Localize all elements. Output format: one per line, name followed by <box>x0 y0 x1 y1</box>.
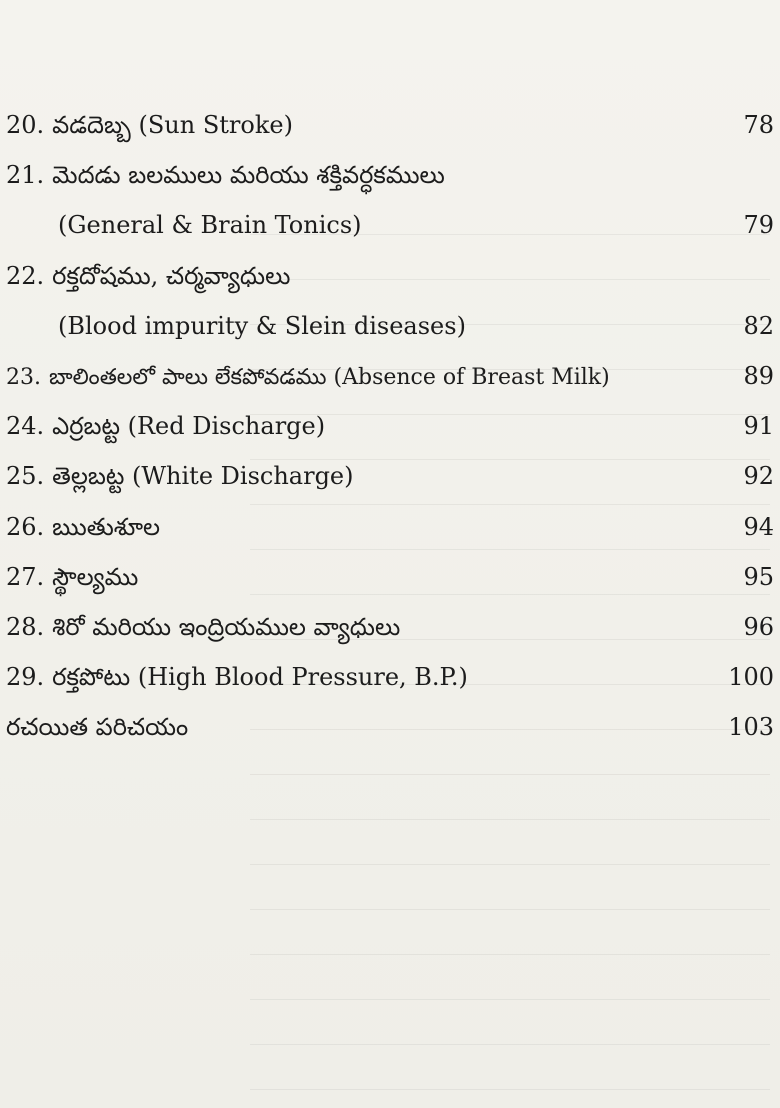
toc-page-number: 103 <box>728 713 774 742</box>
toc-number: 27. <box>6 562 45 591</box>
toc-text: ఎర్రబట్ట (Red Discharge) <box>52 412 326 441</box>
toc-page-number: 82 <box>743 311 774 340</box>
toc-title <box>6 401 325 451</box>
toc-row <box>6 502 774 552</box>
toc-text: రచయిత పరిచయం <box>6 713 189 742</box>
toc-row <box>6 652 774 702</box>
toc-row <box>6 150 774 200</box>
toc-page-number: 91 <box>743 412 774 441</box>
toc-text: రక్తపోటు (High Blood Pressure, B.P.) <box>52 663 468 692</box>
toc-row <box>6 200 774 250</box>
toc-row <box>6 602 774 652</box>
toc-title <box>6 251 290 301</box>
toc-text: మెదడు బలములు మరియు శక్తివర్ధకములు <box>52 161 445 190</box>
toc-title <box>6 353 610 403</box>
toc-number: 21. <box>6 161 45 190</box>
toc-row <box>6 251 774 301</box>
toc-title <box>6 652 468 702</box>
toc-number: 24. <box>6 412 45 441</box>
toc-page-number: 96 <box>743 612 774 641</box>
toc-row <box>6 401 774 451</box>
toc-title <box>6 502 160 552</box>
toc-title <box>6 100 293 150</box>
toc-text: స్థౌల్యము <box>52 562 139 591</box>
toc-text: బాలింతలలో పాలు లేకపోవడము (Absence of Breast Milk) <box>49 364 610 390</box>
toc-row <box>6 100 774 150</box>
toc-text: రక్తదోషము, చర్మవ్యాధులు <box>52 261 291 290</box>
toc-page-number: 94 <box>743 512 774 541</box>
toc-row <box>6 451 774 501</box>
toc-title <box>6 451 354 501</box>
toc-title <box>6 301 466 351</box>
toc-text: (General & Brain Tonics) <box>58 211 362 240</box>
toc-title <box>6 200 362 250</box>
toc-page-number: 89 <box>743 361 774 390</box>
toc-text: వడదెబ్బ (Sun Stroke) <box>52 111 293 139</box>
toc-row <box>6 702 774 752</box>
toc-number: 26. <box>6 512 45 541</box>
toc-page-number: 92 <box>743 462 774 491</box>
toc-title <box>6 552 138 602</box>
toc-text: (Blood impurity & Slein diseases) <box>58 311 466 340</box>
toc-text: శిరో మరియు ఇంద్రియముల వ్యాధులు <box>52 612 401 641</box>
toc-number: 25. <box>6 462 45 491</box>
toc-title <box>6 150 445 200</box>
toc-text: తెల్లబట్ట (White Discharge) <box>52 462 354 491</box>
toc-page-number: 78 <box>743 111 774 139</box>
toc-text: ఋతుశూల <box>52 512 161 541</box>
toc-number: 23. <box>6 364 41 390</box>
toc-number: 29. <box>6 663 45 692</box>
toc-number: 20. <box>6 111 45 139</box>
toc-row <box>6 552 774 602</box>
table-of-contents <box>6 100 774 752</box>
toc-title <box>6 702 188 752</box>
toc-row <box>6 301 774 351</box>
toc-title <box>6 602 400 652</box>
toc-number: 22. <box>6 261 45 290</box>
toc-page-number: 100 <box>728 663 774 692</box>
toc-page-number: 95 <box>743 562 774 591</box>
toc-row <box>6 351 774 401</box>
toc-number: 28. <box>6 612 45 641</box>
toc-page-number: 79 <box>743 211 774 240</box>
